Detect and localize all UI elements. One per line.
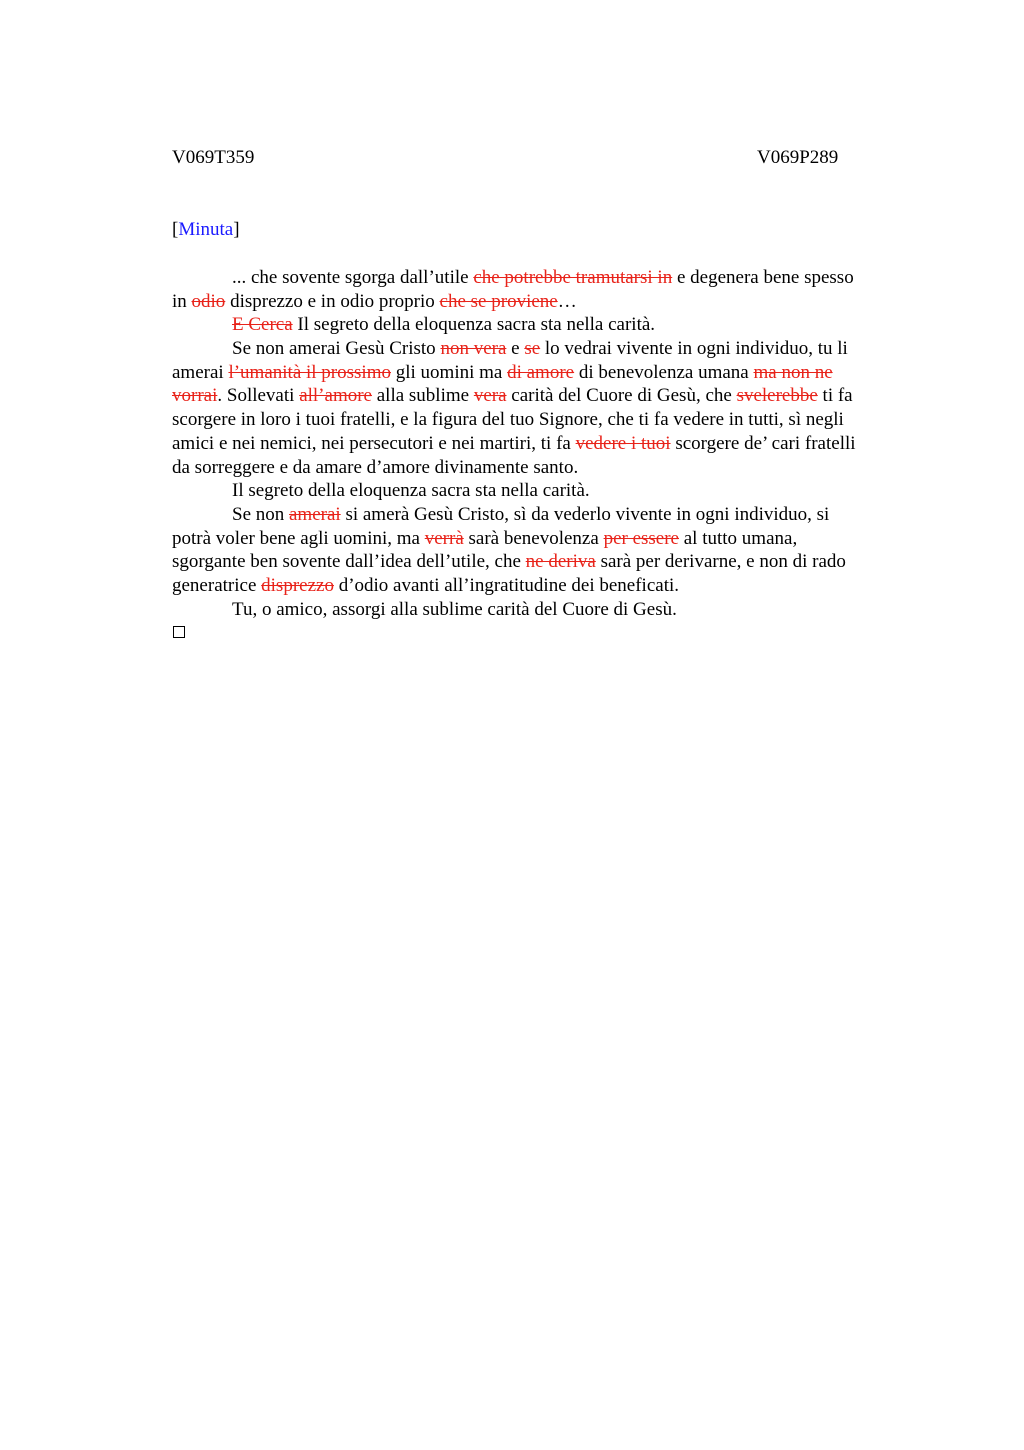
text-segment: sarà per derivarne, e non di rado	[595, 551, 846, 573]
deleted-text: se	[524, 338, 541, 360]
text-line	[172, 456, 932, 480]
text-segment: sarà benevolenza	[463, 527, 604, 549]
text-segment: in	[172, 290, 192, 312]
deleted-text: ne deriva	[525, 551, 596, 573]
text-line	[172, 479, 932, 503]
text-segment: amici e nei nemici, nei persecutori e nei martiri, ti fa	[172, 432, 576, 454]
deleted-text: che se proviene	[439, 290, 558, 312]
deleted-text: disprezzo	[261, 574, 334, 596]
text-segment: generatrice	[172, 574, 262, 596]
text-line	[172, 527, 932, 551]
deleted-text: non vera	[440, 338, 507, 360]
deleted-text: svelerebbe	[736, 385, 818, 407]
text-segment: carità del Cuore di Gesù, che	[506, 385, 737, 407]
text-segment: Il segreto della eloquenza sacra sta nella carità.	[232, 480, 590, 502]
text-segment: disprezzo e in odio proprio	[225, 290, 440, 312]
deleted-text: E Cerca	[232, 314, 293, 336]
text-line	[172, 550, 932, 574]
text-line	[172, 337, 932, 361]
text-line	[172, 574, 932, 598]
text-segment: e	[506, 338, 525, 360]
deleted-text: che potrebbe tramutarsi in	[473, 267, 673, 288]
text-line	[172, 598, 932, 622]
text-segment: Se non	[232, 503, 289, 525]
text-line	[172, 290, 932, 314]
end-mark-box	[173, 626, 185, 638]
text-segment: gli uomini ma	[390, 361, 508, 383]
text-line	[172, 313, 932, 337]
deleted-text: l’umanità il prossimo	[228, 361, 391, 383]
text-segment: sgorgante ben sovente dall’idea dell’utile, che	[172, 551, 526, 573]
text-segment: . Sollevati	[217, 385, 300, 407]
text-segment: ... che sovente sgorga dall’utile	[232, 267, 474, 288]
label-open-bracket: [	[172, 219, 179, 240]
text-segment: Il segreto della eloquenza sacra sta nella carità.	[292, 314, 656, 336]
label-text: Minuta	[178, 219, 234, 240]
deleted-text: ma non ne	[753, 361, 833, 383]
text-line	[172, 384, 932, 408]
text-segment: d’odio avanti all’ingratitudine dei beneficati.	[333, 574, 679, 596]
deleted-text: amerai	[289, 503, 341, 525]
deleted-text: vera	[473, 385, 507, 407]
deleted-text: verrà	[424, 527, 464, 549]
text-segment: Se non amerai Gesù Cristo	[232, 338, 441, 360]
text-segment: potrà voler bene agli uomini, ma	[172, 527, 425, 549]
text-segment: ti fa	[817, 385, 853, 407]
text-line	[172, 432, 932, 456]
text-line	[172, 408, 932, 432]
text-segment: alla sublime	[371, 385, 474, 407]
text-segment: da sorreggere e da amare d’amore divinamente santo.	[172, 456, 579, 478]
text-segment: scorgere de’ cari fratelli	[670, 432, 856, 454]
deleted-text: per essere	[603, 527, 679, 549]
text-segment: scorgere in loro i tuoi fratelli, e la figura del tuo Signore, che ti fa vedere in tutti, sì negli	[172, 409, 844, 431]
text-segment: si amerà Gesù Cristo, sì da vederlo vivente in ogni individuo, si	[340, 503, 830, 525]
text-segment: amerai	[172, 361, 229, 383]
text-segment: …	[557, 290, 577, 312]
deleted-text: di amore	[507, 361, 575, 383]
deleted-text: odio	[191, 290, 226, 312]
manuscript-text	[172, 266, 932, 621]
text-line	[172, 503, 932, 527]
text-segment: al tutto umana,	[679, 527, 798, 549]
minuta-label	[172, 218, 240, 242]
deleted-text: vorrai	[172, 385, 218, 407]
header-left-code: V069T359	[172, 147, 255, 168]
text-segment: e degenera bene spesso	[672, 267, 854, 288]
deleted-text: vedere i tuoi	[575, 432, 671, 454]
label-close-bracket: ]	[233, 219, 240, 240]
text-line	[172, 361, 932, 385]
header-right-code: V069P289	[757, 147, 839, 168]
text-segment: di benevolenza umana	[574, 361, 754, 383]
deleted-text: all’amore	[299, 385, 372, 407]
text-line	[172, 266, 932, 290]
text-segment: lo vedrai vivente in ogni individuo, tu li	[540, 338, 848, 360]
text-segment: Tu, o amico, assorgi alla sublime carità del Cuore di Gesù.	[232, 598, 677, 620]
